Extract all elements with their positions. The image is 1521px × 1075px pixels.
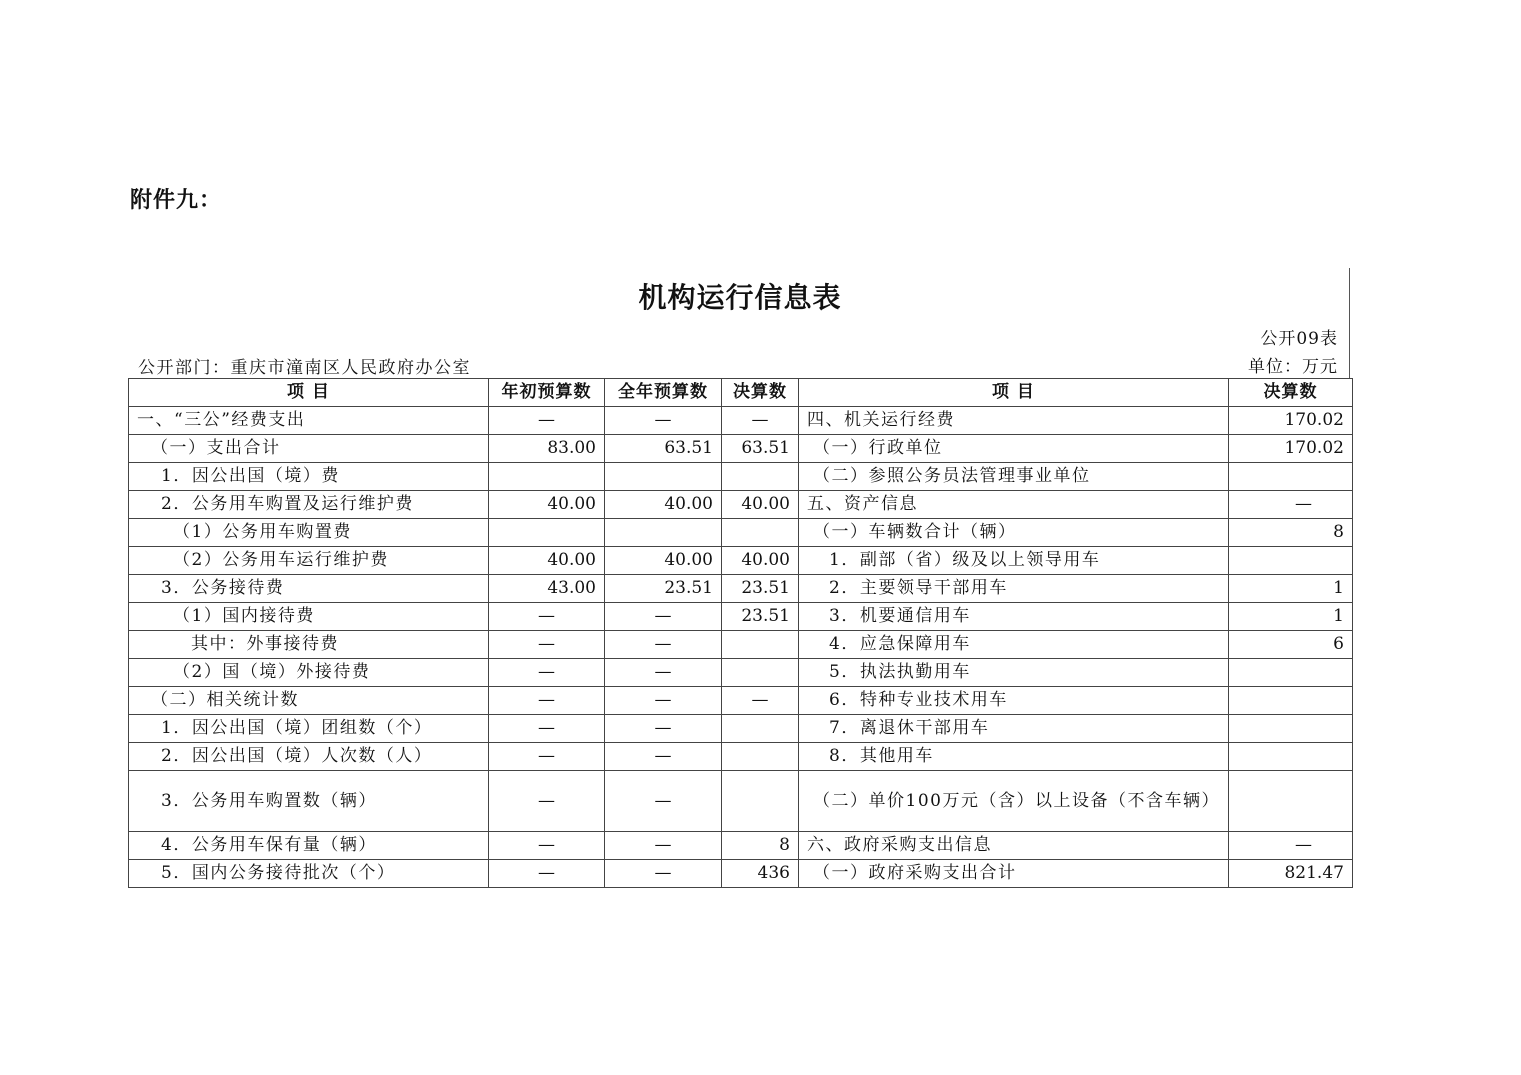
final-left-cell [722, 743, 799, 771]
item-right-cell: 1．副部（省）级及以上领导用车 [799, 547, 1229, 575]
form-number: 公开09表 [1260, 329, 1338, 349]
item-left-cell: 1．因公出国（境）团组数（个） [129, 715, 489, 743]
table-row [129, 435, 1353, 463]
final-right-cell [1228, 463, 1352, 491]
item-right-cell: 五、资产信息 [799, 491, 1229, 519]
item-left-cell: 3．公务接待费 [129, 575, 489, 603]
final-left-cell [722, 771, 799, 832]
item-left-cell: 一、“三公”经费支出 [129, 407, 489, 435]
table-row [129, 631, 1353, 659]
table-row [129, 547, 1353, 575]
table-row [129, 463, 1353, 491]
final-left-cell: 40.00 [722, 491, 799, 519]
table-row [129, 491, 1353, 519]
item-left-cell: 2．因公出国（境）人次数（人） [129, 743, 489, 771]
item-left-cell: 3．公务用车购置数（辆） [129, 771, 489, 832]
header-final-left: 决算数 [722, 379, 799, 407]
header-initial-budget: 年初预算数 [489, 379, 605, 407]
final-left-cell [722, 463, 799, 491]
item-right-cell: （一）行政单位 [799, 435, 1229, 463]
item-left-cell: 其中：外事接待费 [129, 631, 489, 659]
header-full-year-budget: 全年预算数 [605, 379, 722, 407]
full-year-budget-cell: — [605, 743, 722, 771]
full-year-budget-cell: — [605, 715, 722, 743]
final-right-cell: 8 [1228, 519, 1352, 547]
initial-budget-cell: — [489, 771, 605, 832]
final-left-cell: 23.51 [722, 575, 799, 603]
initial-budget-cell [489, 519, 605, 547]
final-left-cell: 8 [722, 832, 799, 860]
initial-budget-cell: — [489, 860, 605, 888]
full-year-budget-cell: — [605, 687, 722, 715]
item-left-cell: 1．因公出国（境）费 [129, 463, 489, 491]
final-right-cell [1228, 743, 1352, 771]
final-left-cell [722, 659, 799, 687]
initial-budget-cell: — [489, 659, 605, 687]
final-right-cell [1228, 715, 1352, 743]
final-left-cell: — [722, 687, 799, 715]
department-label: 公开部门：重庆市潼南区人民政府办公室 [138, 358, 471, 378]
page-title: 机构运行信息表 [638, 281, 842, 314]
table-row [129, 519, 1353, 547]
attachment-label: 附件九： [130, 187, 223, 213]
initial-budget-cell: — [489, 687, 605, 715]
final-left-cell: 40.00 [722, 547, 799, 575]
final-right-cell [1228, 659, 1352, 687]
unit-label: 单位：万元 [1248, 357, 1338, 377]
full-year-budget-cell: 23.51 [605, 575, 722, 603]
initial-budget-cell: — [489, 832, 605, 860]
final-left-cell [722, 519, 799, 547]
item-left-cell: 2．公务用车购置及运行维护费 [129, 491, 489, 519]
full-year-budget-cell: 40.00 [605, 491, 722, 519]
table-row [129, 743, 1353, 771]
table-row [129, 715, 1353, 743]
initial-budget-cell: — [489, 631, 605, 659]
item-left-cell: 4．公务用车保有量（辆） [129, 832, 489, 860]
final-left-cell: 63.51 [722, 435, 799, 463]
item-right-cell: （一）车辆数合计（辆） [799, 519, 1229, 547]
final-right-cell [1228, 771, 1352, 832]
item-left-cell: （一）支出合计 [129, 435, 489, 463]
full-year-budget-cell: — [605, 407, 722, 435]
operations-info-table [128, 378, 1353, 888]
full-year-budget-cell: 40.00 [605, 547, 722, 575]
full-year-budget-cell: 63.51 [605, 435, 722, 463]
header-item-left: 项 目 [129, 379, 489, 407]
item-right-cell: （二）单价100万元（含）以上设备（不含车辆） [799, 771, 1229, 832]
initial-budget-cell: 83.00 [489, 435, 605, 463]
full-year-budget-cell: — [605, 860, 722, 888]
initial-budget-cell: — [489, 743, 605, 771]
final-right-cell: 1 [1228, 575, 1352, 603]
item-right-cell: 6．特种专业技术用车 [799, 687, 1229, 715]
final-left-cell [722, 631, 799, 659]
initial-budget-cell: — [489, 715, 605, 743]
initial-budget-cell: 40.00 [489, 491, 605, 519]
initial-budget-cell [489, 463, 605, 491]
final-right-cell: — [1228, 832, 1352, 860]
final-right-cell: — [1228, 491, 1352, 519]
item-left-cell: （二）相关统计数 [129, 687, 489, 715]
item-right-cell: 3．机要通信用车 [799, 603, 1229, 631]
initial-budget-cell: — [489, 407, 605, 435]
full-year-budget-cell: — [605, 771, 722, 832]
final-left-cell: — [722, 407, 799, 435]
full-year-budget-cell [605, 519, 722, 547]
table-row [129, 659, 1353, 687]
item-left-cell: （2）国（境）外接待费 [129, 659, 489, 687]
table-row [129, 603, 1353, 631]
item-right-cell: 5．执法执勤用车 [799, 659, 1229, 687]
initial-budget-cell: 40.00 [489, 547, 605, 575]
final-right-cell: 821.47 [1228, 860, 1352, 888]
table-row [129, 407, 1353, 435]
full-year-budget-cell: — [605, 631, 722, 659]
item-left-cell: （2）公务用车运行维护费 [129, 547, 489, 575]
table-row [129, 687, 1353, 715]
table-row [129, 832, 1353, 860]
item-right-cell: （一）政府采购支出合计 [799, 860, 1229, 888]
item-right-cell: 六、政府采购支出信息 [799, 832, 1229, 860]
final-right-cell [1228, 687, 1352, 715]
final-left-cell [722, 715, 799, 743]
full-year-budget-cell: — [605, 603, 722, 631]
final-left-cell: 23.51 [722, 603, 799, 631]
item-right-cell: 四、机关运行经费 [799, 407, 1229, 435]
item-right-cell: （二）参照公务员法管理事业单位 [799, 463, 1229, 491]
initial-budget-cell: 43.00 [489, 575, 605, 603]
final-right-cell [1228, 547, 1352, 575]
header-row [129, 379, 1353, 407]
header-final-right: 决算数 [1228, 379, 1352, 407]
full-year-budget-cell [605, 463, 722, 491]
item-right-cell: 2．主要领导干部用车 [799, 575, 1229, 603]
final-right-cell: 170.02 [1228, 435, 1352, 463]
table-row [129, 860, 1353, 888]
item-left-cell: 5．国内公务接待批次（个） [129, 860, 489, 888]
item-left-cell: （1）公务用车购置费 [129, 519, 489, 547]
final-left-cell: 436 [722, 860, 799, 888]
item-right-cell: 7．离退休干部用车 [799, 715, 1229, 743]
initial-budget-cell: — [489, 603, 605, 631]
item-right-cell: 8．其他用车 [799, 743, 1229, 771]
header-item-right: 项 目 [799, 379, 1229, 407]
item-left-cell: （1）国内接待费 [129, 603, 489, 631]
final-right-cell: 170.02 [1228, 407, 1352, 435]
table-row [129, 575, 1353, 603]
final-right-cell: 1 [1228, 603, 1352, 631]
final-right-cell: 6 [1228, 631, 1352, 659]
full-year-budget-cell: — [605, 832, 722, 860]
table-row [129, 771, 1353, 832]
item-right-cell: 4．应急保障用车 [799, 631, 1229, 659]
full-year-budget-cell: — [605, 659, 722, 687]
